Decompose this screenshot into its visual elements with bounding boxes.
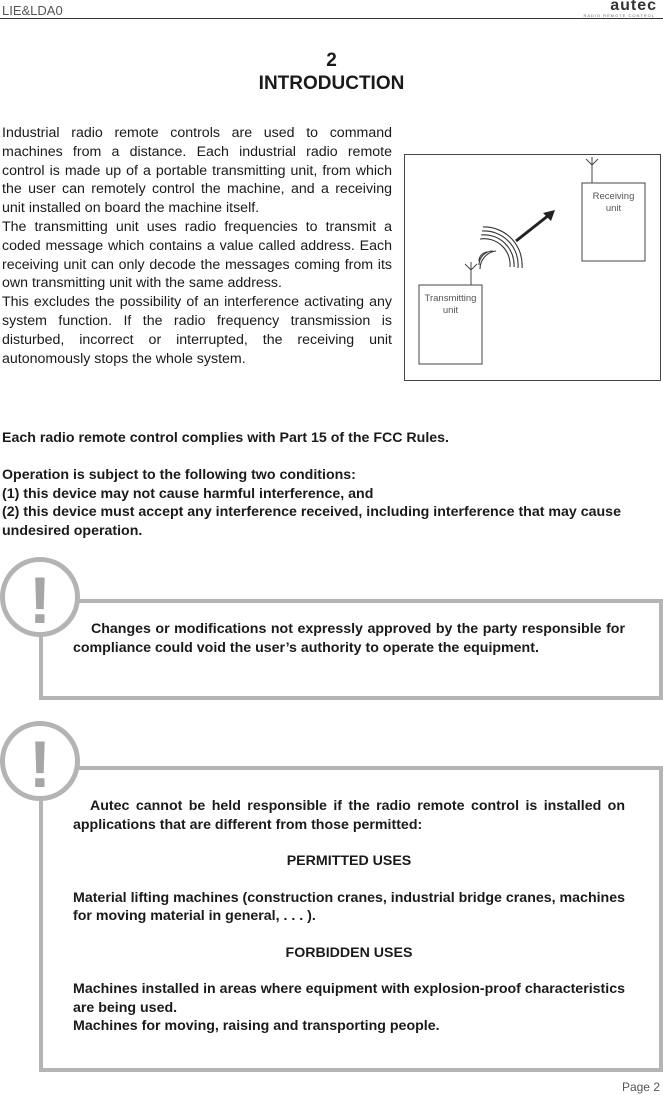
forbidden-uses-title: FORBIDDEN USES bbox=[285, 944, 413, 961]
intro-paragraph: This excludes the possibility of an interference activating any system function. If the radio frequency transmission is disturbed, incorrect or interrupted, the receiving unit autonomously stops the whole system. bbox=[2, 294, 392, 367]
transmitting-label-line1: Transmitting bbox=[424, 293, 477, 304]
forbidden-uses-text-2: Machines for moving, raising and transporting people. bbox=[73, 1018, 440, 1034]
forbidden-uses-text-1: Machines installed in areas where equipment with explosion-proof characteristics are being used. bbox=[73, 981, 625, 1016]
fcc-condition-2: (2) this device must accept any interference received, including interference that may cause undesired operation. bbox=[2, 504, 621, 539]
receiving-antenna-icon bbox=[586, 157, 598, 183]
receiving-unit-label bbox=[582, 191, 645, 215]
intro-text bbox=[2, 124, 392, 368]
notice-modifications-text: Changes or modifications not expressly approved by the party responsible for compliance could void the user’s authority to operate the equipment. bbox=[73, 621, 625, 656]
warning-circle bbox=[0, 557, 80, 637]
signal-arrow-icon bbox=[516, 210, 555, 241]
receiving-label-line1: Receiving bbox=[592, 191, 635, 202]
radio-diagram bbox=[405, 155, 660, 380]
notice-uses-text bbox=[73, 797, 625, 1036]
page-number: Page 2 bbox=[621, 1080, 660, 1094]
fcc-statement: Each radio remote control complies with Part 15 of the FCC Rules. bbox=[2, 430, 449, 446]
logo-text: autec bbox=[610, 0, 657, 14]
transmitting-label-line2: unit bbox=[442, 305, 459, 316]
radio-waves-icon bbox=[479, 227, 522, 269]
receiving-label-line2: unit bbox=[605, 203, 622, 214]
intro-paragraph: The transmitting unit uses radio frequencies to transmit a coded message which contains a value called address. Each receiving unit can only decode the messages coming from its own transmitting unit with the same address. bbox=[2, 218, 392, 292]
transmitting-unit-label bbox=[417, 293, 484, 317]
chapter-number: 2 bbox=[326, 50, 337, 71]
exclamation-icon: ! bbox=[29, 563, 51, 637]
fcc-conditions bbox=[2, 466, 662, 540]
fcc-condition-1: (1) this device may not cause harmful interference, and bbox=[2, 485, 374, 502]
logo-subtext: RADIO REMOTE CONTROL bbox=[583, 13, 655, 18]
permitted-uses-title: PERMITTED USES bbox=[286, 853, 412, 869]
document-code: LIE&LDA0 bbox=[2, 3, 63, 18]
intro-paragraph: Industrial radio remote controls are used to command machines from a distance. Each industrial radio remote control is made up of a portable transmitting unit, from which the user can remotely control the machine, and a receiving unit installed on board the machine itself. bbox=[2, 125, 392, 217]
radio-system-figure bbox=[404, 154, 661, 381]
autec-logo bbox=[571, 0, 659, 18]
transmitting-antenna-icon bbox=[465, 262, 477, 285]
chapter-title: INTRODUCTION bbox=[258, 73, 405, 94]
notice-uses-intro: Autec cannot be held responsible if the radio remote control is installed on applications that are different from those permitted: bbox=[73, 798, 625, 833]
permitted-uses-text: Material lifting machines (construction cranes, industrial bridge cranes, machines for moving material in general, . . . ). bbox=[73, 889, 625, 924]
fcc-conditions-title: Operation is subject to the following two conditions: bbox=[2, 467, 356, 483]
warning-circle bbox=[0, 721, 80, 801]
exclamation-icon: ! bbox=[29, 727, 51, 801]
header-divider bbox=[0, 18, 663, 19]
